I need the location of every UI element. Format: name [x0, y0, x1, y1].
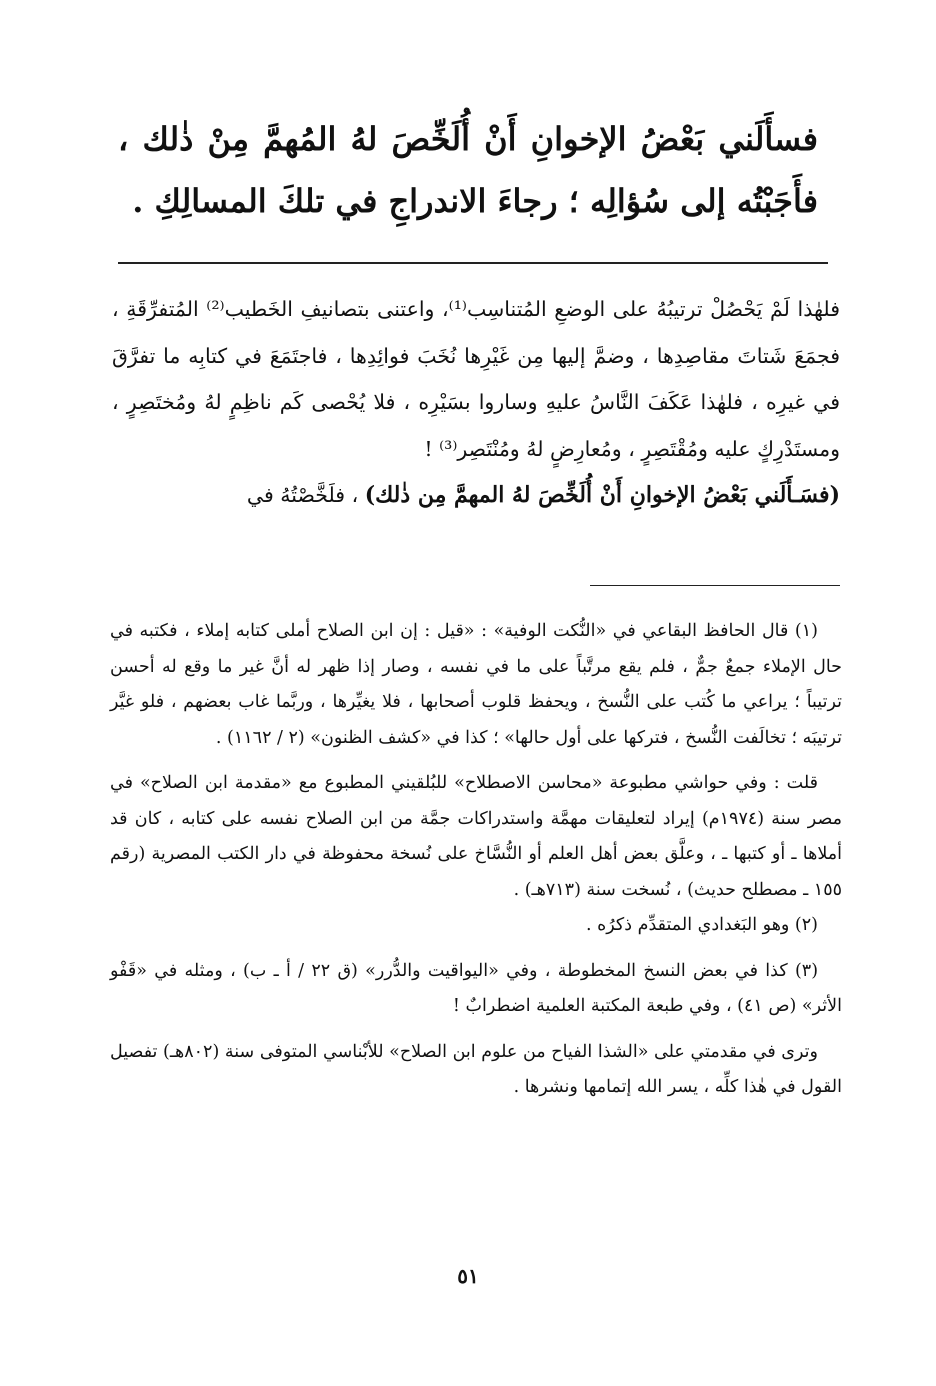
commentary-paragraph-quoted — [112, 472, 840, 519]
footnotes — [110, 614, 842, 1116]
footnote-divider — [590, 585, 840, 586]
footnote-1-continued: قلت : وفي حواشي مطبوعة «محاسن الاصطلاح» للبُلقيني المطبوع مع «مقدمة ابن الصلاح» في مصر سنة (١٩٧٤م) إيراد لتعليقات مهمَّة واستدراكات جمَّة من ابن الصلاح نفسه على كتابه ، كان قد أملاها ـ أو كتبها ـ ، وعلَّق بعض أهل العلم أو النُّسَّاخ على نُسخة محفوظة في دار الكتب المصرية (رقم ١٥٥ ـ مصطلح حديث) ، نُسخت سنة (٧١٣هـ) . — [110, 773, 842, 900]
matn-text: فسأَلَني بَعْضُ الإخوانِ أَنْ أُلَخِّصَ لهُ المُهمَّ مِنْ ذٰلك ، فأَجَبْتُه إلى سُؤالِه ؛ رجاءَ الاندراجِ في تلكَ المسالِكِ . — [118, 120, 819, 220]
commentary-paragraph-1: فلهٰذا لَمْ يَحْصُلْ ترتيبُهُ على الوضعِ المُتناسِب⁽¹⁾، واعتنى بتصانيفِ الخَطيب⁽²⁾ المُتفرِّقَةِ ، فجمَعَ شَتاتَ مقاصِدِها ، وضمَّ إليها مِن غَيْرِها نُخَبَ فوائِدِها ، فاجتَمَعَ في كتابِه ما تفرَّقَ في غيرِه ، فلهٰذا عَكَفَ النَّاسُ عليهِ وساروا بسَيْرِه ، فلا يُحْصى كَم ناظِمٍ لهُ ومُختَصِرٍ ، ومستَدْرِكٍ عليه ومُقْتَصِرٍ ، ومُعارِضٍ لهُ ومُنْتَصِر⁽³⁾ ! — [112, 297, 841, 461]
footnote-2: (٢) وهو البَغدادي المتقدِّم ذكرُه . — [585, 915, 818, 935]
page-number: ٥١ — [457, 1264, 479, 1288]
matn-divider — [118, 262, 828, 264]
footnote-3-continued: وترى في مقدمتي على «الشذا الفياح من علوم ابن الصلاح» للأبْناسي المتوفى سنة (٨٠٢هـ) تفصيل القول في هٰذا كلِّه ، يسر الله إتمامها ونشرها . — [110, 1041, 842, 1097]
quoted-matn: (فسَـأَلَني بَعْضُ الإخوانِ أَنْ أُلَخِّصَ لهُ المهمَّ مِن ذٰلك) — [364, 482, 840, 508]
commentary-paragraph — [112, 286, 840, 472]
footnote-3: (٣) كذا في بعض النسخ المخطوطة ، وفي «اليواقيت والدُّرر» (ق ٢٢ / أ ـ ب) ، ومثله في «قَفْو الأثر» (ص ٤١) ، وفي طبعة المكتبة العلمية اضطرابٌ ! — [110, 960, 842, 1016]
footnote-1: (١) قال الحافظ البقاعي في «النُّكت الوفية» : «قيل : إن ابن الصلاح أملى كتابه إملاء ، فكتبه في حال الإملاء جمعٌ جمٌّ ، فلم يقع مرتَّباً على ما في نفسه ، وصار إذا ظهر له أنَّ غير ما وقع له أحسن ترتيباً ؛ يراعي ما كُتب على النُّسخ ، ويحفظ قلوب أصحابها ، فلا يغيِّرها ، وربَّما غاب بعضهم ، فلو غيَّر ترتيبَه ؛ تخالَفت النُّسخ ، فتركها على أول حالها» ؛ كذا في «كشف الظنون» (٢ / ١١٦٢) . — [110, 621, 842, 748]
commentary-continuation: ، فلَخَّصْتُهُ في — [246, 483, 359, 507]
commentary-text — [112, 286, 840, 519]
